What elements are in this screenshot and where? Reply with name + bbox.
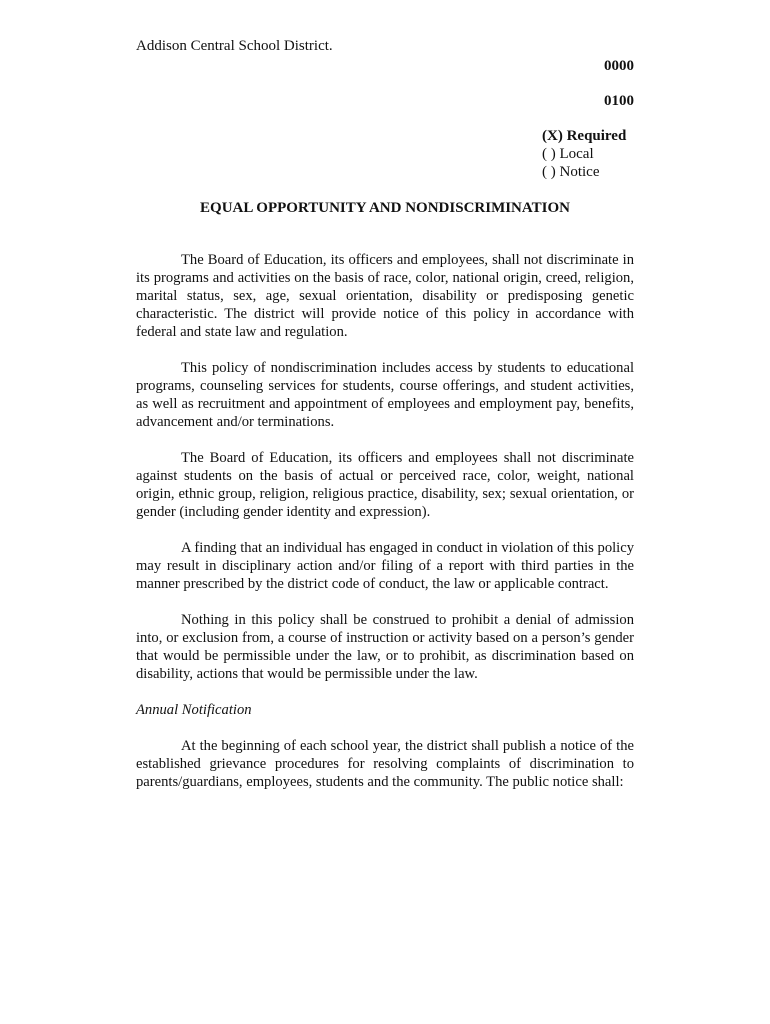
body-paragraph-2: This policy of nondiscrimination includes access by students to educational programs, counseling services for students, course offerings, and student activities, as well as recruitment and appointment of employees and employment pay, benefits, advancement and/or terminations.: [136, 360, 634, 430]
body-paragraph-1: The Board of Education, its officers and employees, shall not discriminate in its programs and activities on the basis of race, color, national origin, creed, religion, marital status, sex, age, sexual orientation, disability or predisposing genetic characteristic. The district will provide notice of this policy in accordance with federal and state law and regulation.: [136, 252, 634, 340]
status-notice: ( ) Notice: [542, 164, 600, 180]
section-paragraph: At the beginning of each school year, the district shall publish a notice of the established grievance procedures for resolving complaints of discrimination to parents/guardians, employees, students and the community. The public notice shall:: [136, 738, 634, 790]
status-local: ( ) Local: [542, 146, 594, 162]
body-paragraph-5: Nothing in this policy shall be construed to prohibit a denial of admission into, or exclusion from, a course of instruction or activity based on a person’s gender that would be permissible under the law, or to prohibit, as discrimination based on disability, actions that would be permissible under the law.: [136, 612, 634, 682]
policy-body: [136, 251, 634, 809]
status-required: (X) Required: [542, 128, 627, 144]
body-paragraph-4: A finding that an individual has engaged in conduct in violation of this policy may result in disciplinary action and/or filing of a report with third parties in the manner prescribed by the district code of conduct, the law or applicable contract.: [136, 540, 634, 592]
body-paragraph-3: The Board of Education, its officers and employees shall not discriminate against students on the basis of actual or perceived race, color, weight, national origin, ethnic group, religion, religious practice, disability, sex; sexual orientation, or gender (including gender identity and expression).: [136, 450, 634, 520]
section-heading-annual-notification: Annual Notification: [136, 702, 252, 718]
policy-number: 0100: [604, 93, 634, 109]
policy-status-block: [542, 127, 626, 181]
policy-title: EQUAL OPPORTUNITY AND NONDISCRIMINATION: [200, 200, 570, 216]
policy-section-code: 0000: [604, 58, 634, 74]
district-name: Addison Central School District.: [136, 38, 333, 54]
